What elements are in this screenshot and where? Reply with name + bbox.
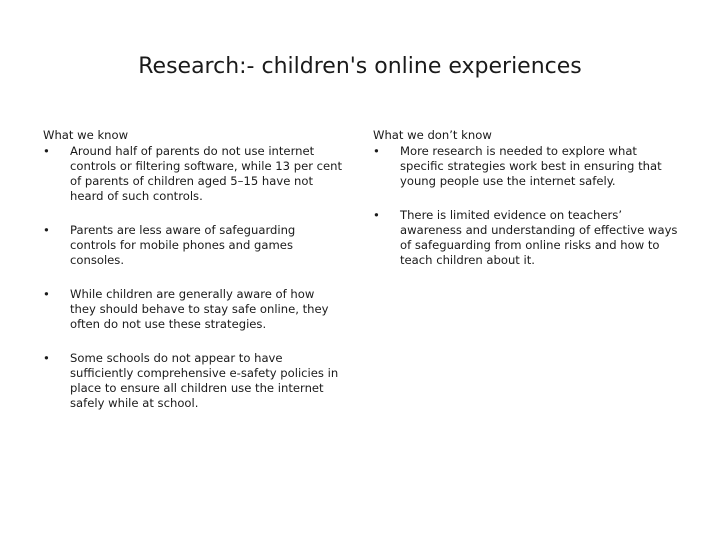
list-item (373, 208, 678, 268)
list-item-text: Some schools do not appear to have sufficiently comprehensive e-safety policies in place to ensure all children use the internet safely while at school. (70, 351, 339, 410)
bullet-icon: • (43, 223, 50, 237)
what-we-know-heading: What we know (43, 128, 129, 142)
slide-title: Research:- children's online experiences (138, 54, 582, 79)
bullet-icon: • (43, 351, 50, 365)
what-we-dont-know-heading: What we don’t know (373, 128, 492, 142)
what-we-know-list (43, 144, 343, 411)
list-item (43, 144, 343, 204)
what-we-dont-know-column (373, 128, 678, 268)
list-item-text: More research is needed to explore what specific strategies work best in ensuring that young people use the internet safely. (400, 144, 662, 188)
bullet-icon: • (43, 287, 50, 301)
what-we-dont-know-list (373, 144, 678, 268)
bullet-icon: • (373, 208, 380, 222)
list-item (373, 144, 678, 189)
list-item-text: While children are generally aware of how they should behave to stay safe online, they often do not use these strategies. (70, 287, 329, 331)
bullet-icon: • (373, 144, 380, 158)
list-item (43, 223, 343, 268)
bullet-icon: • (43, 144, 50, 158)
what-we-know-column (43, 128, 343, 411)
list-item-text: There is limited evidence on teachers’ awareness and understanding of effective ways of safeguarding from online risks and how to teach children about it. (400, 208, 678, 267)
list-item (43, 351, 343, 411)
list-item-text: Parents are less aware of safeguarding controls for mobile phones and games consoles. (70, 223, 296, 267)
list-item-text: Around half of parents do not use internet controls or filtering software, while 13 per cent of parents of children aged 5–15 have not heard of such controls. (70, 144, 343, 203)
list-item (43, 287, 343, 332)
